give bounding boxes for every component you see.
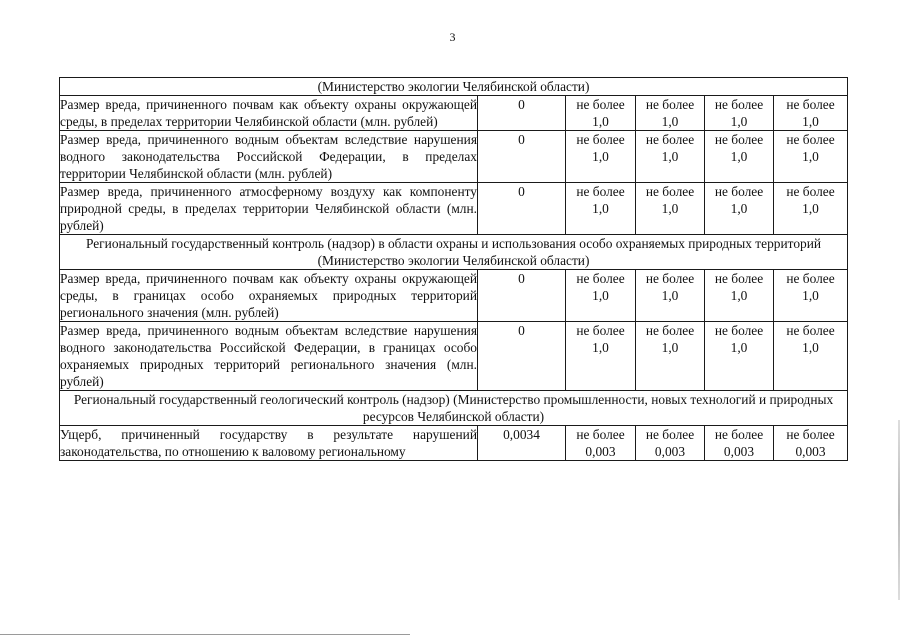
- target-prefix: не более: [786, 97, 835, 112]
- target-cell: [705, 131, 774, 183]
- target-cell: [566, 183, 636, 235]
- target-prefix: не более: [786, 184, 835, 199]
- section-header-row: [60, 78, 848, 96]
- indicator-label: Ущерб, причиненный государству в результате нарушений законодательства, по отношению к валовому региональному: [60, 427, 477, 459]
- section-header: Региональный государственный контроль (надзор) в области охраны и использования особо охраняемых природных территорий (Министерство экологии Челябинской области): [60, 235, 848, 270]
- scan-bottom-rule: [0, 634, 410, 635]
- target-value: 1,0: [661, 201, 679, 216]
- target-cell: [636, 270, 705, 322]
- target-prefix: не более: [714, 323, 764, 338]
- indicator-row: [60, 270, 848, 322]
- section-header: (Министерство экологии Челябинской области): [60, 78, 848, 96]
- target-cell: [566, 426, 636, 461]
- target-prefix: не более: [576, 323, 625, 338]
- target-value: 1,0: [802, 340, 819, 355]
- target-cell: [774, 183, 848, 235]
- target-cell: [705, 96, 774, 131]
- target-prefix: не более: [645, 427, 695, 442]
- target-prefix: не более: [714, 427, 764, 442]
- target-cell: [566, 131, 636, 183]
- target-prefix: не более: [576, 427, 625, 442]
- indicator-label: Размер вреда, причиненного атмосферному воздуху как компоненту природной среды, в пределах территории Челябинской области (млн. рублей): [60, 184, 477, 233]
- indicator-row: [60, 322, 848, 391]
- target-value: 1,0: [730, 288, 748, 303]
- indicator-label: Размер вреда, причиненного водным объектам вследствие нарушения водного законодательства Российской Федерации, в границах особо охраняемых природных территорий регионального значения (млн. рублей): [60, 323, 477, 389]
- target-cell: [636, 96, 705, 131]
- target-prefix: не более: [645, 184, 695, 199]
- target-value: 1,0: [661, 288, 679, 303]
- scan-edge: [898, 420, 900, 600]
- indicator-label: Размер вреда, причиненного водным объектам вследствие нарушения водного законодательства Российской Федерации, в пределах территории Челябинской области (млн. рублей): [60, 132, 477, 181]
- target-value: 1,0: [592, 340, 609, 355]
- target-cell: [636, 426, 705, 461]
- target-cell: [566, 322, 636, 391]
- target-value: 1,0: [661, 149, 679, 164]
- target-value: 1,0: [802, 114, 819, 129]
- target-prefix: не более: [576, 184, 625, 199]
- target-prefix: не более: [786, 132, 835, 147]
- target-cell: [566, 96, 636, 131]
- target-cell: [774, 131, 848, 183]
- target-value: 1,0: [802, 149, 819, 164]
- base-value: 0: [478, 270, 566, 322]
- target-value: 0,003: [723, 444, 755, 459]
- target-prefix: не более: [714, 132, 764, 147]
- indicator-row: [60, 426, 848, 461]
- target-cell: [705, 183, 774, 235]
- target-prefix: не более: [786, 323, 835, 338]
- target-value: 1,0: [592, 149, 609, 164]
- target-prefix: не более: [645, 271, 695, 286]
- target-prefix: не более: [576, 97, 625, 112]
- base-value: 0: [478, 322, 566, 391]
- target-value: 1,0: [592, 288, 609, 303]
- target-value: 1,0: [802, 201, 819, 216]
- indicator-label: Размер вреда, причиненного почвам как объекту охраны окружающей среды, в пределах территории Челябинской области (млн. рублей): [60, 97, 477, 129]
- target-prefix: не более: [645, 323, 695, 338]
- target-prefix: не более: [576, 271, 625, 286]
- target-cell: [774, 322, 848, 391]
- target-prefix: не более: [786, 427, 835, 442]
- page-number: 3: [449, 30, 456, 44]
- section-header-row: [60, 235, 848, 270]
- target-value: 1,0: [802, 288, 819, 303]
- base-value: 0: [478, 183, 566, 235]
- target-cell: [636, 322, 705, 391]
- section-header-row: [60, 391, 848, 426]
- target-cell: [774, 426, 848, 461]
- target-value: 0,003: [654, 444, 686, 459]
- indicator-row: [60, 96, 848, 131]
- target-cell: [636, 183, 705, 235]
- target-cell: [705, 270, 774, 322]
- target-value: 1,0: [730, 340, 748, 355]
- section-header: Региональный государственный геологический контроль (надзор) (Министерство промышленности, новых технологий и природных ресурсов Челябинской области): [60, 391, 848, 426]
- target-value: 1,0: [661, 114, 679, 129]
- target-value: 0,003: [795, 444, 826, 459]
- target-prefix: не более: [786, 271, 835, 286]
- target-value: 0,003: [585, 444, 616, 459]
- target-cell: [636, 131, 705, 183]
- target-cell: [705, 426, 774, 461]
- indicator-label: Размер вреда, причиненного почвам как объекту охраны окружающей среды, в границах особо охраняемых природных территорий регионального значения (млн. рублей): [60, 271, 477, 320]
- target-value: 1,0: [730, 114, 748, 129]
- target-cell: [705, 322, 774, 391]
- target-value: 1,0: [592, 114, 609, 129]
- base-value: 0,0034: [478, 426, 566, 461]
- target-prefix: не более: [714, 271, 764, 286]
- indicators-table: [59, 77, 848, 461]
- target-value: 1,0: [730, 149, 748, 164]
- target-cell: [774, 96, 848, 131]
- indicator-row: [60, 183, 848, 235]
- target-value: 1,0: [592, 201, 609, 216]
- target-prefix: не более: [645, 132, 695, 147]
- base-value: 0: [478, 131, 566, 183]
- target-prefix: не более: [714, 184, 764, 199]
- target-prefix: не более: [714, 97, 764, 112]
- indicator-row: [60, 131, 848, 183]
- target-value: 1,0: [661, 340, 679, 355]
- target-value: 1,0: [730, 201, 748, 216]
- base-value: 0: [478, 96, 566, 131]
- target-cell: [566, 270, 636, 322]
- target-prefix: не более: [576, 132, 625, 147]
- target-prefix: не более: [645, 97, 695, 112]
- target-cell: [774, 270, 848, 322]
